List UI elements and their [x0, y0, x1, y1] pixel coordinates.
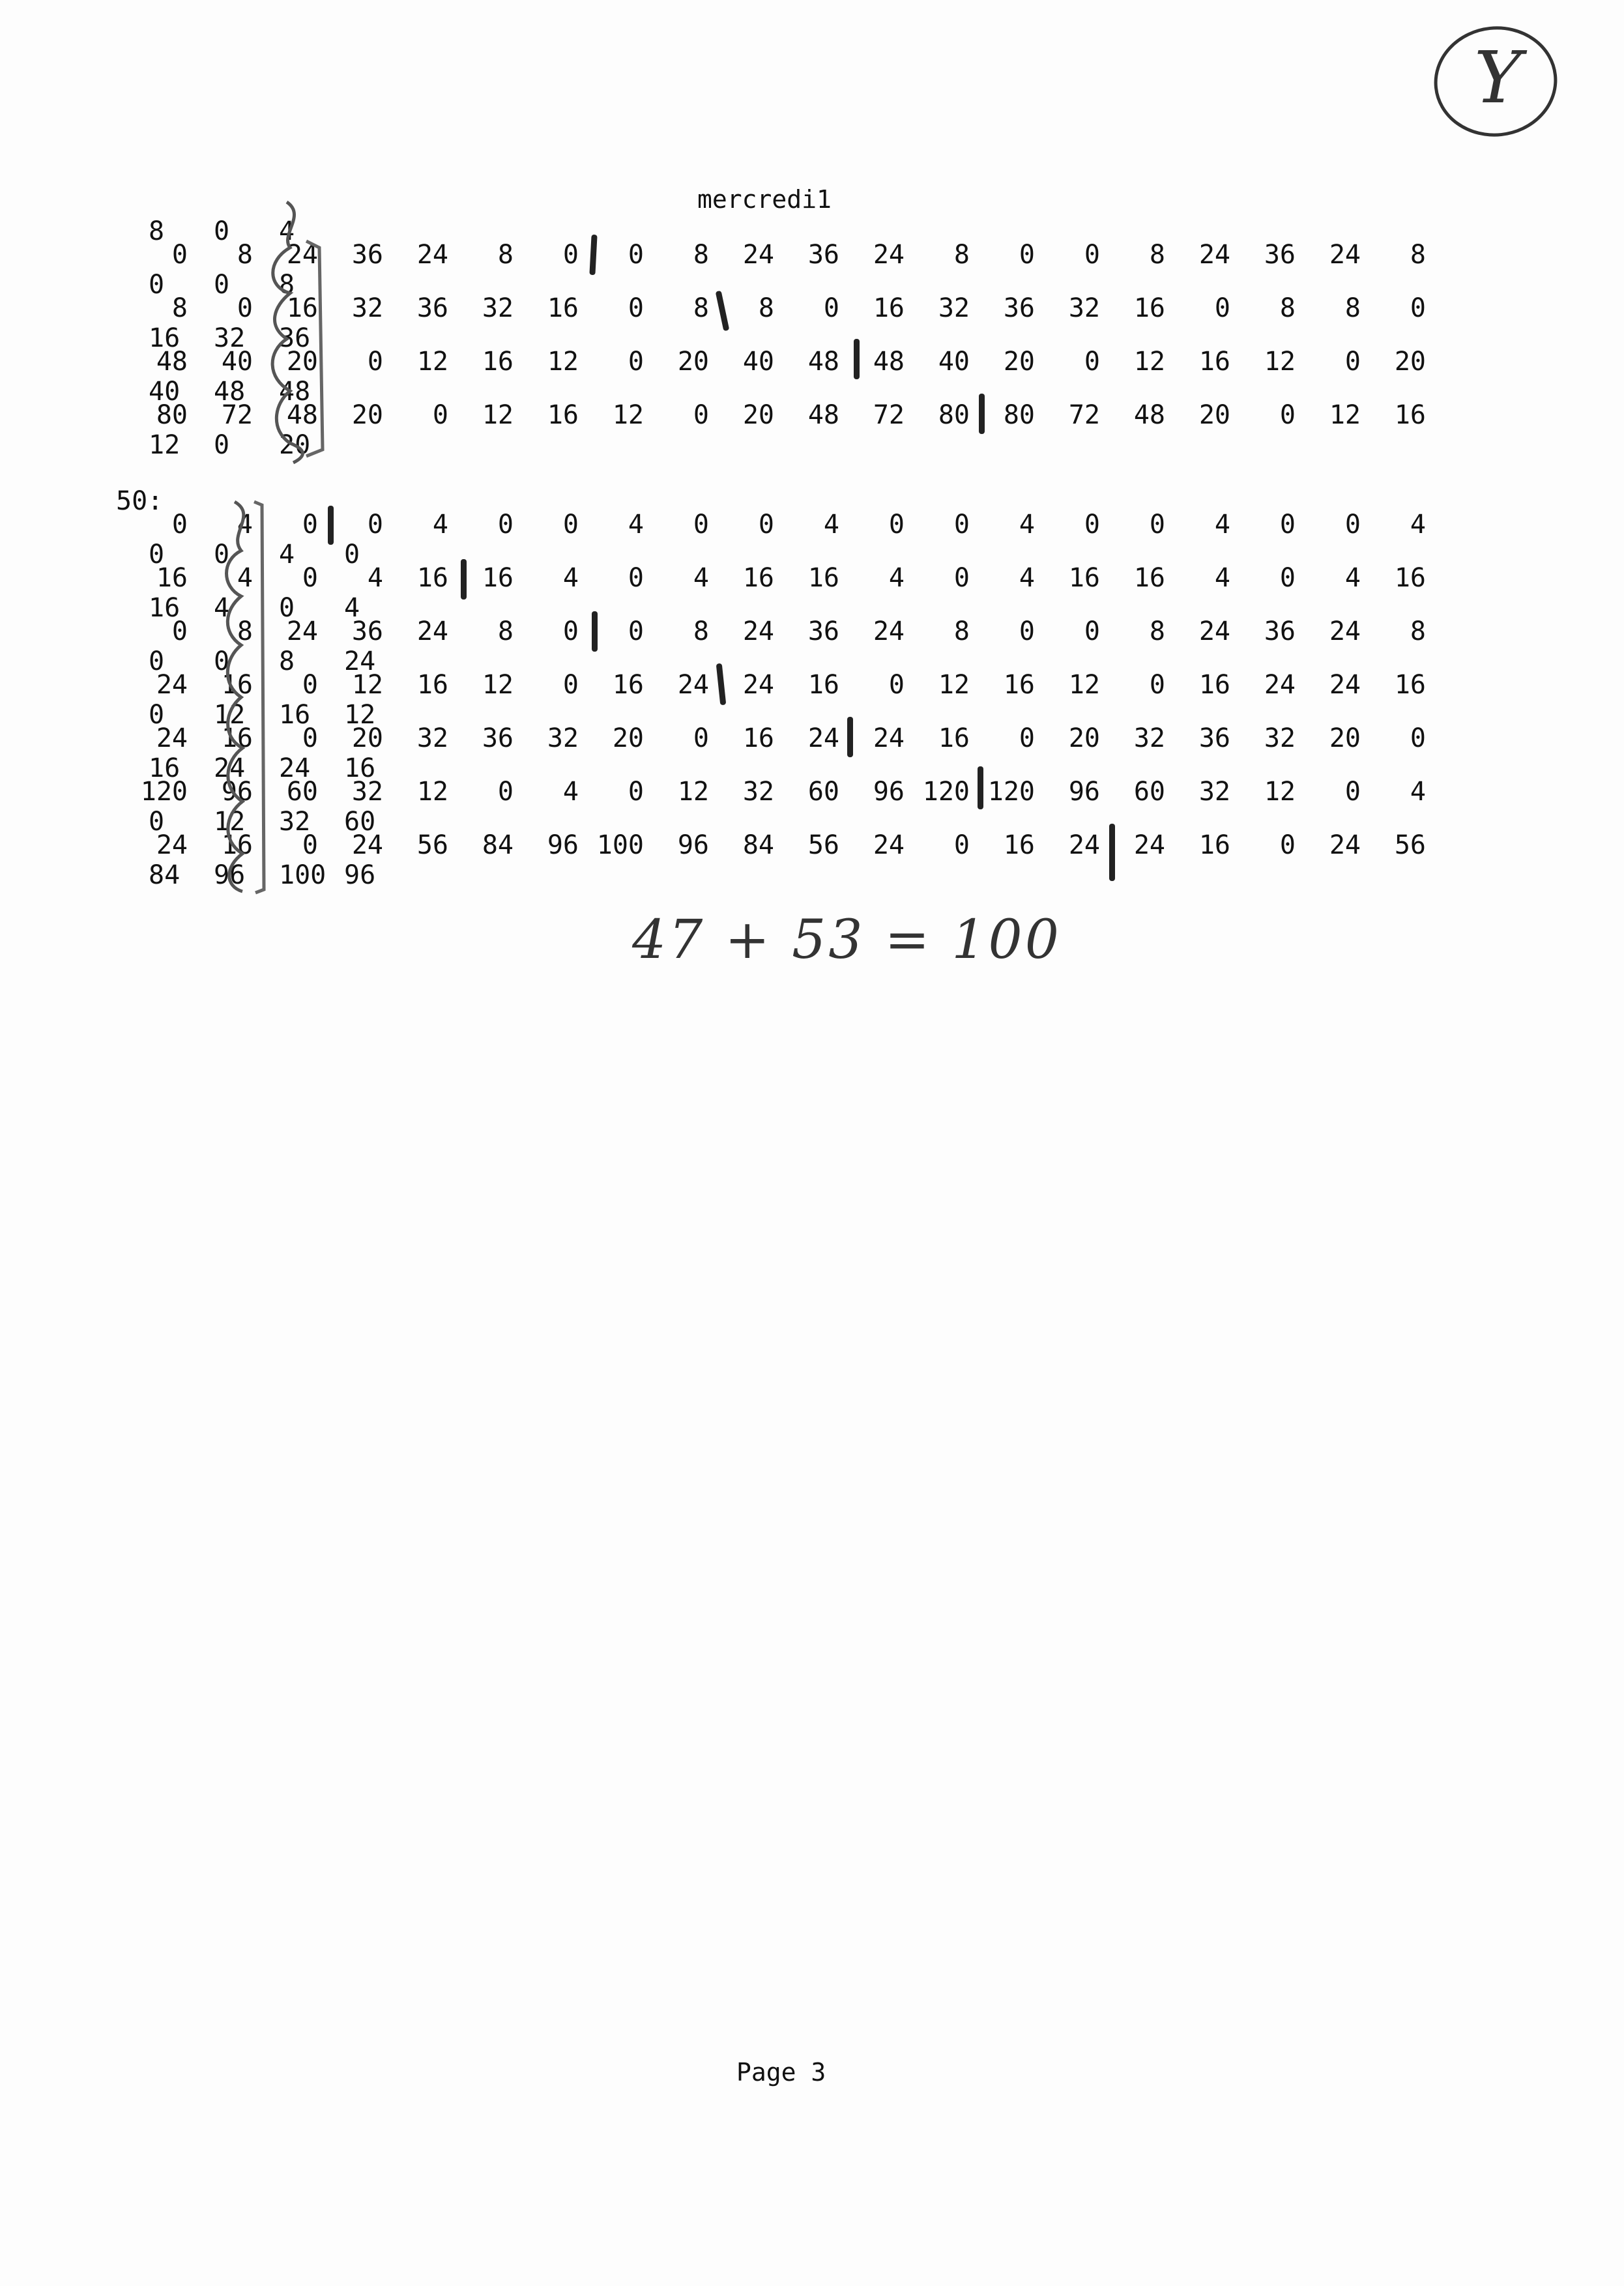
- grid-number: 56: [416, 830, 448, 860]
- grid-number: 0: [1019, 240, 1035, 270]
- grid-number: 16: [221, 670, 253, 700]
- grid-number: 84: [742, 830, 774, 860]
- grid-number: 16: [742, 563, 774, 593]
- grid-number: 32: [482, 293, 514, 323]
- grid-number: 24: [286, 616, 318, 646]
- lead-number: 0: [279, 593, 295, 623]
- pencil-bracket: [306, 241, 323, 456]
- grid-number: 0: [302, 563, 318, 593]
- lead-number: 16: [149, 593, 181, 623]
- grid-number: 4: [628, 510, 644, 540]
- grid-number: 0: [302, 670, 318, 700]
- grid-number: 12: [547, 347, 579, 377]
- grid-number: 32: [547, 723, 579, 753]
- grid-number: 8: [1410, 240, 1426, 270]
- grid-number: 0: [1344, 777, 1361, 807]
- grid-number: 0: [1019, 723, 1035, 753]
- grid-number: 8: [497, 616, 514, 646]
- grid-number: 120: [140, 777, 188, 807]
- grid-number: 8: [693, 240, 709, 270]
- grid-number: 16: [1198, 830, 1230, 860]
- grid-number: 0: [432, 400, 448, 430]
- grid-number: 32: [1198, 777, 1230, 807]
- lead-number: 0: [149, 646, 165, 676]
- lead-number: 32: [279, 807, 311, 837]
- lead-number: 12: [214, 700, 246, 730]
- grid-number: 20: [612, 723, 644, 753]
- grid-number: 32: [1133, 723, 1165, 753]
- grid-number: 120: [987, 777, 1035, 807]
- grid-number: 24: [873, 616, 905, 646]
- lead-number: 20: [279, 430, 311, 460]
- lead-number: 8: [279, 646, 295, 676]
- grid-number: 16: [1394, 563, 1426, 593]
- grid-number: 0: [1084, 347, 1100, 377]
- grid-number: 8: [1149, 240, 1165, 270]
- grid-number: 4: [1410, 777, 1426, 807]
- grid-number: 16: [416, 563, 448, 593]
- grid-number: 0: [628, 240, 644, 270]
- grid-number: 24: [742, 616, 774, 646]
- grid-number: 12: [612, 400, 644, 430]
- grid-number: 12: [482, 400, 514, 430]
- lead-number: 12: [149, 430, 181, 460]
- grid-number: 32: [938, 293, 970, 323]
- grid-number: 84: [482, 830, 514, 860]
- grid-number: 8: [758, 293, 774, 323]
- grid-number: 4: [1019, 563, 1035, 593]
- grid-number: 60: [807, 777, 839, 807]
- grid-number: 16: [1394, 400, 1426, 430]
- grid-number: 24: [351, 830, 383, 860]
- grid-number: 32: [416, 723, 448, 753]
- grid-number: 0: [1410, 293, 1426, 323]
- grid-number: 0: [628, 777, 644, 807]
- grid-number: 12: [416, 347, 448, 377]
- grid-number: 0: [1214, 293, 1230, 323]
- grid-number: 24: [156, 670, 188, 700]
- grid-number: 20: [1329, 723, 1361, 753]
- grid-number: 36: [1264, 240, 1296, 270]
- grid-number: 72: [873, 400, 905, 430]
- grid-number: 48: [286, 400, 318, 430]
- grid-number: 16: [221, 723, 253, 753]
- grid-number: 4: [562, 777, 579, 807]
- grid-number: 48: [1133, 400, 1165, 430]
- grid-number: 40: [221, 347, 253, 377]
- grid-number: 16: [1133, 563, 1165, 593]
- lead-number: 12: [344, 700, 376, 730]
- grid-number: 0: [171, 510, 188, 540]
- grid-number: 8: [1410, 616, 1426, 646]
- grid-number: 0: [628, 293, 644, 323]
- grid-number: 24: [873, 830, 905, 860]
- grid-number: 16: [1003, 670, 1035, 700]
- lead-number: 0: [214, 270, 230, 300]
- grid-number: 24: [1133, 830, 1165, 860]
- grid-number: 20: [677, 347, 709, 377]
- grid-number: 16: [482, 347, 514, 377]
- grid-number: 48: [807, 400, 839, 430]
- lead-number: 0: [149, 700, 165, 730]
- grid-number: 32: [351, 777, 383, 807]
- grid-number: 0: [367, 347, 383, 377]
- lead-number: 4: [344, 593, 360, 623]
- grid-number: 36: [351, 240, 383, 270]
- grid-number: 12: [1133, 347, 1165, 377]
- grid-number: 24: [1329, 830, 1361, 860]
- lead-number: 16: [149, 323, 181, 353]
- grid-number: 4: [562, 563, 579, 593]
- grid-number: 16: [1198, 670, 1230, 700]
- grid-number: 8: [953, 616, 970, 646]
- grid-number: 32: [1068, 293, 1100, 323]
- grid-number: 24: [742, 670, 774, 700]
- grid-number: 20: [1003, 347, 1035, 377]
- grid-number: 16: [1003, 830, 1035, 860]
- grid-number: 24: [1198, 616, 1230, 646]
- grid-number: 8: [237, 240, 253, 270]
- grid-number: 0: [237, 293, 253, 323]
- grid-number: 16: [1068, 563, 1100, 593]
- grid-number: 16: [156, 563, 188, 593]
- grid-number: 16: [286, 293, 318, 323]
- grid-number: 36: [1003, 293, 1035, 323]
- grid-number: 20: [1394, 347, 1426, 377]
- grid-number: 0: [367, 510, 383, 540]
- grid-number: 120: [922, 777, 970, 807]
- grid-number: 24: [873, 723, 905, 753]
- grid-number: 12: [938, 670, 970, 700]
- lead-number: 84: [149, 860, 181, 890]
- corner-mark: Y: [1474, 36, 1524, 119]
- lead-number: 0: [149, 540, 165, 570]
- grid-number: 0: [1279, 400, 1296, 430]
- grid-number: 16: [547, 293, 579, 323]
- grid-number: 0: [888, 510, 905, 540]
- grid-number: 16: [221, 830, 253, 860]
- lead-number: 0: [344, 540, 360, 570]
- grid-number: 0: [628, 616, 644, 646]
- grid-number: 96: [221, 777, 253, 807]
- grid-number: 80: [156, 400, 188, 430]
- pencil-loop: [272, 202, 302, 463]
- grid-number: 48: [807, 347, 839, 377]
- grid-number: 0: [1279, 830, 1296, 860]
- grid-number: 80: [1003, 400, 1035, 430]
- grid-number: 4: [432, 510, 448, 540]
- grid-number: 0: [953, 830, 970, 860]
- grid-number: 0: [693, 510, 709, 540]
- grid-number: 0: [302, 723, 318, 753]
- grid-number: 0: [888, 670, 905, 700]
- lead-number: 4: [279, 540, 295, 570]
- grid-number: 40: [938, 347, 970, 377]
- grid-number: 20: [1198, 400, 1230, 430]
- grid-number: 16: [416, 670, 448, 700]
- lead-number: 32: [214, 323, 246, 353]
- grid-number: 0: [628, 563, 644, 593]
- grid-number: 36: [416, 293, 448, 323]
- lead-number: 96: [344, 860, 376, 890]
- grid-number: 8: [693, 293, 709, 323]
- grid-number: 0: [693, 400, 709, 430]
- grid-number: 24: [156, 723, 188, 753]
- grid-number: 12: [1329, 400, 1361, 430]
- grid-number: 8: [1279, 293, 1296, 323]
- grid-number: 4: [237, 563, 253, 593]
- grid-number: 12: [1068, 670, 1100, 700]
- lead-number: 24: [344, 646, 376, 676]
- grid-number: 0: [1084, 510, 1100, 540]
- section-label: 50:: [116, 486, 164, 516]
- grid-number: 48: [873, 347, 905, 377]
- grid-number: 24: [1329, 240, 1361, 270]
- grid-number: 72: [221, 400, 253, 430]
- grid-number: 24: [286, 240, 318, 270]
- grid-number: 0: [497, 777, 514, 807]
- grid-number: 4: [888, 563, 905, 593]
- grid-number: 36: [351, 616, 383, 646]
- grid-number: 24: [1264, 670, 1296, 700]
- grid-number: 0: [302, 830, 318, 860]
- grid-number: 60: [1133, 777, 1165, 807]
- grid-number: 24: [873, 240, 905, 270]
- grid-number: 0: [171, 616, 188, 646]
- grid-number: 0: [1344, 510, 1361, 540]
- lead-number: 24: [279, 753, 311, 783]
- grid-number: 24: [156, 830, 188, 860]
- grid-number: 0: [171, 240, 188, 270]
- lead-number: 4: [214, 593, 230, 623]
- grid-number: 24: [807, 723, 839, 753]
- grid-number: 0: [562, 510, 579, 540]
- grid-number: 8: [1344, 293, 1361, 323]
- grid-number: 0: [562, 670, 579, 700]
- lead-number: 40: [149, 377, 181, 407]
- lead-number: 48: [279, 377, 311, 407]
- grid-number: 36: [807, 616, 839, 646]
- grid-number: 12: [677, 777, 709, 807]
- grid-number: 0: [1019, 616, 1035, 646]
- grid-number: 32: [351, 293, 383, 323]
- grid-number: 12: [351, 670, 383, 700]
- grid-number: 0: [1149, 670, 1165, 700]
- grid-number: 12: [1264, 777, 1296, 807]
- grid-number: 16: [807, 670, 839, 700]
- grid-number: 0: [1344, 347, 1361, 377]
- grid-number: 12: [1264, 347, 1296, 377]
- grid-number: 40: [742, 347, 774, 377]
- grid-number: 16: [873, 293, 905, 323]
- grid-number: 56: [807, 830, 839, 860]
- grid-number: 16: [742, 723, 774, 753]
- grid-number: 16: [1394, 670, 1426, 700]
- grid-number: 0: [1279, 510, 1296, 540]
- grid-number: 8: [953, 240, 970, 270]
- grid-number: 96: [547, 830, 579, 860]
- grid-number: 20: [351, 400, 383, 430]
- grid-number: 24: [742, 240, 774, 270]
- grid-number: 96: [1068, 777, 1100, 807]
- grid-number: 12: [416, 777, 448, 807]
- grid-number: 4: [1019, 510, 1035, 540]
- grid-number: 8: [497, 240, 514, 270]
- grid-number: 0: [1149, 510, 1165, 540]
- grid-number: 4: [367, 563, 383, 593]
- grid-number: 36: [482, 723, 514, 753]
- grid-number: 16: [547, 400, 579, 430]
- grid-number: 0: [953, 563, 970, 593]
- grid-number: 20: [286, 347, 318, 377]
- grid-number: 24: [1198, 240, 1230, 270]
- grid-number: 36: [1264, 616, 1296, 646]
- grid-number: 0: [562, 616, 579, 646]
- grid-number: 16: [482, 563, 514, 593]
- grid-number: 32: [742, 777, 774, 807]
- grid-number: 0: [1084, 240, 1100, 270]
- lead-number: 48: [214, 377, 246, 407]
- grid-number: 24: [416, 240, 448, 270]
- grid-number: 4: [1410, 510, 1426, 540]
- lead-number: 8: [279, 270, 295, 300]
- grid-number: 0: [628, 347, 644, 377]
- lead-number: 36: [279, 323, 311, 353]
- lead-number: 0: [214, 216, 230, 246]
- grid-number: 24: [416, 616, 448, 646]
- grid-number: 0: [758, 510, 774, 540]
- grid-number: 24: [1329, 670, 1361, 700]
- grid-number: 48: [156, 347, 188, 377]
- grid-number: 20: [351, 723, 383, 753]
- handwritten-equation: 47 + 53 = 100: [632, 909, 1062, 971]
- lead-number: 16: [149, 753, 181, 783]
- grid-number: 0: [693, 723, 709, 753]
- grid-number: 20: [742, 400, 774, 430]
- grid-number: 0: [823, 293, 839, 323]
- pencil-loop: [227, 502, 244, 891]
- grid-number: 60: [286, 777, 318, 807]
- lead-number: 60: [344, 807, 376, 837]
- grid-number: 24: [1329, 616, 1361, 646]
- grid-number: 96: [677, 830, 709, 860]
- grid-number: 100: [596, 830, 644, 860]
- grid-number: 4: [693, 563, 709, 593]
- lead-number: 24: [214, 753, 246, 783]
- grid-number: 0: [302, 510, 318, 540]
- grid-number: 8: [693, 616, 709, 646]
- lead-number: 0: [149, 807, 165, 837]
- lead-number: 8: [149, 216, 165, 246]
- grid-number: 16: [1133, 293, 1165, 323]
- lead-number: 16: [344, 753, 376, 783]
- grid-number: 0: [953, 510, 970, 540]
- grid-number: 36: [807, 240, 839, 270]
- lead-number: 0: [214, 430, 230, 460]
- grid-number: 12: [482, 670, 514, 700]
- grid-number: 20: [1068, 723, 1100, 753]
- grid-number: 16: [612, 670, 644, 700]
- grid-number: 16: [1198, 347, 1230, 377]
- grid-number: 56: [1394, 830, 1426, 860]
- document-title: mercredi1: [697, 185, 832, 214]
- grid-number: 8: [171, 293, 188, 323]
- lead-number: 0: [149, 270, 165, 300]
- grid-number: 36: [1198, 723, 1230, 753]
- lead-number: 12: [214, 807, 246, 837]
- grid-number: 8: [1149, 616, 1165, 646]
- lead-number: 16: [279, 700, 311, 730]
- grid-number: 16: [938, 723, 970, 753]
- grid-number: 72: [1068, 400, 1100, 430]
- lead-number: 0: [214, 646, 230, 676]
- grid-number: 24: [677, 670, 709, 700]
- grid-number: 0: [1279, 563, 1296, 593]
- grid-number: 4: [1214, 563, 1230, 593]
- grid-number: 0: [497, 510, 514, 540]
- grid-number: 0: [1410, 723, 1426, 753]
- grid-number: 4: [237, 510, 253, 540]
- grid-number: 0: [1084, 616, 1100, 646]
- grid-number: 4: [1214, 510, 1230, 540]
- grid-number: 4: [823, 510, 839, 540]
- grid-number: 32: [1264, 723, 1296, 753]
- grid-number: 4: [1344, 563, 1361, 593]
- lead-number: 100: [279, 860, 326, 890]
- pencil-bracket: [254, 502, 264, 893]
- grid-number: 80: [938, 400, 970, 430]
- grid-number: 96: [873, 777, 905, 807]
- lead-number: 0: [214, 540, 230, 570]
- grid-number: 0: [562, 240, 579, 270]
- grid-number: 8: [237, 616, 253, 646]
- lead-number: 4: [279, 216, 295, 246]
- page-number: Page 3: [736, 2058, 826, 2087]
- grid-number: 24: [1068, 830, 1100, 860]
- grid-number: 16: [807, 563, 839, 593]
- lead-number: 96: [214, 860, 246, 890]
